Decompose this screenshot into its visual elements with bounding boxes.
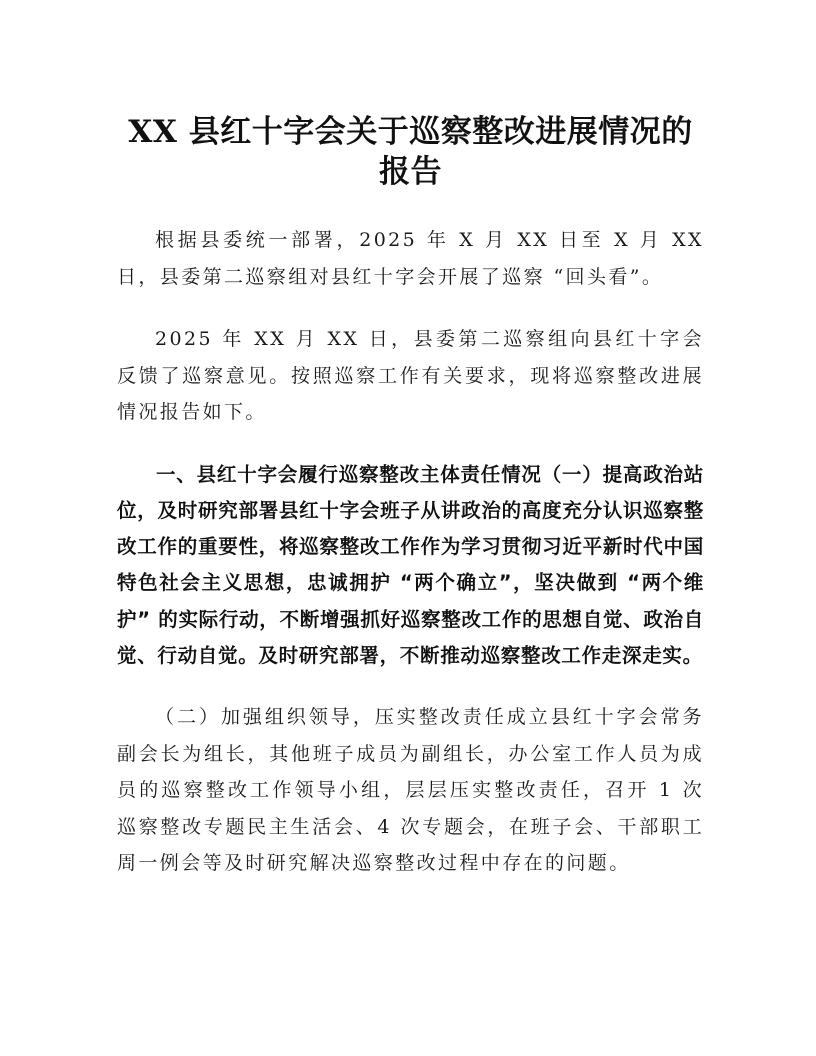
paragraph-section-one-responsibility: 一、县红十字会履行巡察整改主体责任情况（一）提高政治站位，及时研究部署县红十字会班子从讲政治的高度充分认识巡察整改工作的重要性，将巡察整改工作作为学习贯彻习近平新时代中国特色社会主义思想，忠诚拥护 “两个确立”，坚决做到 “两个维护” 的实际行动，不断增强抓好巡察整改工作的思想自觉、政治自觉、行动自觉。及时研究部署，不断推动巡察整改工作走深走实。 [117,462,704,667]
document-title: XX 县红十字会关于巡察整改进展情况的报告 [128,114,693,190]
paragraph-inspection-deployment: 根据县委统一部署，2025 年 X 月 XX 日至 X 月 XX 日，县委第二巡察组对县红十字会开展了巡察 “回头看”。 [117,229,704,288]
paragraph-inspection-feedback: 2025 年 XX 月 XX 日，县委第二巡察组向县红十字会反馈了巡察意见。按照巡察工作有关要求，现将巡察整改进展情况报告如下。 [117,328,704,423]
paragraph-section-two-leadership: （二）加强组织领导，压实整改责任成立县红十字会常务副会长为组长，其他班子成员为副组长，办公室工作人员为成员的巡察整改工作领导小组，层层压实整改责任，召开 1 次巡察整改专题民主生活会、4 次专题会，在班子会、干部职工周一例会等及时研究解决巡察整改过程中存在的问题。 [117,706,704,875]
